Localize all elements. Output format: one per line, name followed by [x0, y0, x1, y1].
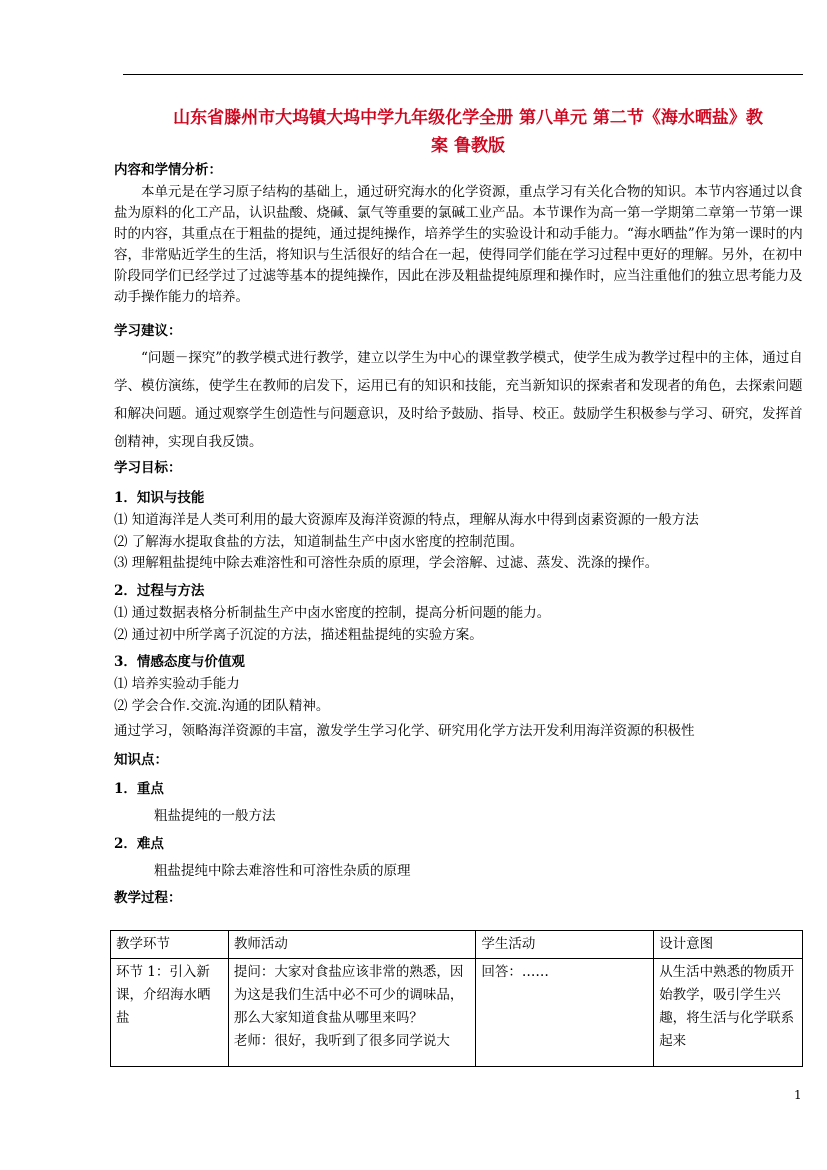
list-item: ⑶ 理解粗盐提纯中除去难溶性和可溶性杂质的原理，学会溶解、过滤、蒸发、洗涤的操作。: [114, 555, 659, 571]
table-header-cell: 教学环节: [111, 931, 229, 959]
teacher-question: 提问：大家对食盐应该非常的熟悉，因为这是我们生活中必不可少的调味品，那么大家知道食盐从哪里来吗？: [233, 964, 464, 1026]
table-cell-teacher: [228, 959, 476, 1067]
goal-list-process: [114, 603, 804, 646]
list-item: ⑵ 了解海水提取食盐的方法，知道制盐生产中卤水密度的控制范围。: [114, 533, 524, 550]
table-cell-intent: 从生活中熟悉的物质开始教学，吸引学生兴趣，将生活与化学联系起来: [654, 959, 803, 1067]
goal-list-knowledge: [114, 510, 804, 575]
goal-heading-knowledge: 1．知识与技能: [114, 490, 205, 506]
list-item: ⑴ 通过数据表格分析制盐生产中卤水密度的控制，提高分析问题的能力。: [114, 605, 551, 621]
list-item: ⑴ 培养实验动手能力: [114, 676, 240, 692]
table-cell-student: 回答：……: [476, 959, 654, 1067]
goal-heading-process: 2．过程与方法: [114, 583, 205, 599]
title-line-1: 山东省滕州市大坞镇大坞中学九年级化学全册 第八单元 第二节《海水晒盐》教: [173, 108, 763, 128]
goal-list-attitude: [114, 674, 804, 717]
table-cell-stage: 环节 1：引入新课，介绍海水晒盐: [111, 959, 229, 1067]
header-rule: [123, 74, 803, 75]
section-heading-goals: 学习目标：: [114, 460, 182, 476]
section-heading-process: 教学过程：: [114, 890, 182, 906]
section-heading-knowledge-points: 知识点：: [114, 752, 168, 768]
difficult-point-heading: 2．难点: [114, 836, 164, 852]
section-heading-analysis: 内容和学情分析：: [114, 162, 222, 178]
title-line-2: 案 鲁教版: [431, 136, 505, 156]
list-item: ⑵ 通过初中所学离子沉淀的方法，描述粗盐提纯的实验方案。: [114, 626, 483, 643]
teacher-response: 老师：很好，我听到了很多同学说大: [233, 1033, 450, 1049]
key-point-text: 粗盐提纯的一般方法: [154, 808, 276, 824]
suggestion-paragraph: “问题－探究”的教学模式进行教学，建立以学生为中心的课堂教学模式，使学生成为教学过程中的主体，通过自学、模仿演练，使学生在教师的启发下，运用已有的知识和技能，充当新知识的探索者和发现者的角色，去探索问题和解决问题。通过观察学生创造性与问题意识，及时给予鼓励、指导、校正。鼓励学生积极参与学习、研究，发挥首创精神，实现自我反馈。: [114, 350, 803, 450]
section-heading-suggestion: 学习建议：: [114, 323, 182, 339]
table-header-cell: 学生活动: [476, 931, 654, 959]
table-header-cell: 设计意图: [654, 931, 803, 959]
key-point-heading: 1．重点: [114, 781, 164, 797]
difficult-point-text: 粗盐提纯中除去难溶性和可溶性杂质的原理: [154, 863, 411, 879]
list-item: ⑵ 学会合作.交流.沟通的团队精神。: [114, 697, 330, 714]
teaching-process-table: [110, 930, 803, 1067]
table-header-cell: 教师活动: [228, 931, 476, 959]
analysis-paragraph: 本单元是在学习原子结构的基础上，通过研究海水的化学资源，重点学习有关化合物的知识。本节内容通过以食盐为原料的化工产品，认识盐酸、烧碱、氯气等重要的氯碱工业产品。本节课作为高一第一学期第二章第一节第一课时的内容，其重点在于粗盐的提纯，通过提纯操作，培养学生的实验设计和动手能力。“海水晒盐”作为第一课时的内容，非常贴近学生的生活，将知识与生活很好的结合在一起，使得同学们能在学习过程中更好的理解。另外，在初中阶段同学们已经学过了过滤等基本的提纯操作，因此在涉及粗盐提纯原理和操作时，应当注重他们的独立思考能力及动手操作能力的培养。: [114, 184, 803, 305]
page-number: 1: [794, 1088, 802, 1102]
table-row: [111, 959, 803, 1067]
goal-summary: 通过学习，领略海洋资源的丰富，激发学生学习化学、研究用化学方法开发利用海洋资源的积极性: [114, 723, 695, 739]
list-item: ⑴ 知道海洋是人类可利用的最大资源库及海洋资源的特点，理解从海水中得到卤素资源的一般方法: [114, 512, 699, 528]
goal-heading-attitude: 3．情感态度与价值观: [114, 654, 245, 670]
table-header-row: [111, 931, 803, 959]
document-title: [118, 104, 818, 160]
